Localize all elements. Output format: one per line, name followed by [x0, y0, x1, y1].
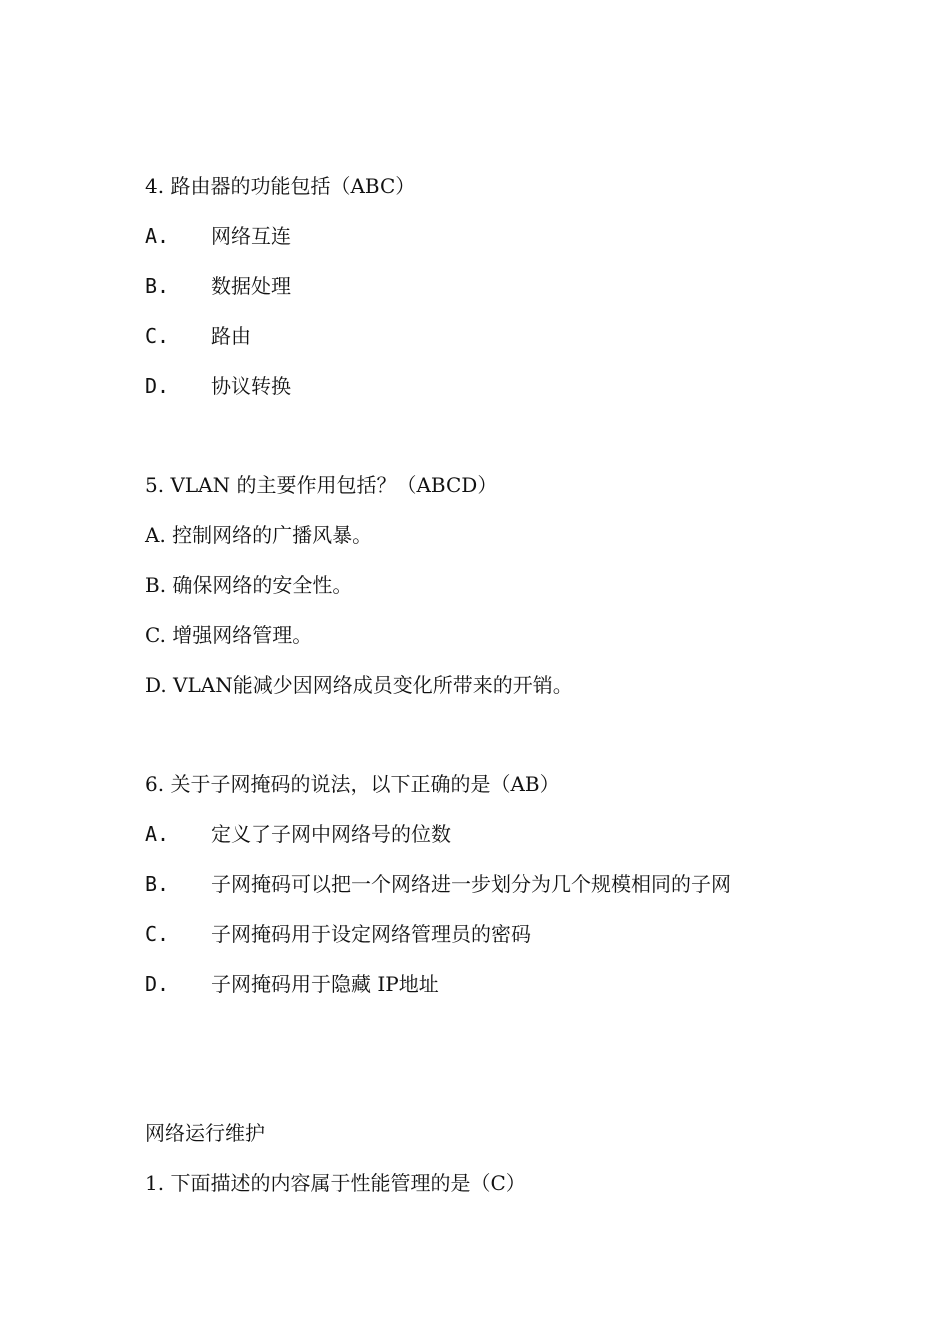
option-text: 定义了子网中网络号的位数 — [211, 822, 451, 846]
option-text: 子网掩码用于隐藏 IP地址 — [211, 972, 439, 996]
option-letter: C. — [145, 324, 170, 348]
option-text: 路由 — [211, 324, 251, 348]
option-text: 网络互连 — [211, 224, 291, 248]
option-letter: B. — [145, 274, 170, 298]
question-5-option-d: D. VLAN能减少因网络成员变化所带来的开销。 — [145, 673, 573, 697]
question-5-option-c: C. 增强网络管理。 — [145, 623, 313, 647]
question-6-option-b — [145, 870, 731, 898]
question-5-option-b: B. 确保网络的安全性。 — [145, 573, 353, 597]
question-5-option-a: A. 控制网络的广播风暴。 — [145, 523, 373, 547]
question-4-option-d — [145, 372, 291, 400]
question-4-option-c — [145, 322, 251, 350]
question-4-option-a — [145, 222, 291, 250]
section-question-1-stem: 1. 下面描述的内容属于性能管理的是（C） — [145, 1171, 526, 1195]
option-letter: D. — [145, 972, 170, 996]
question-4-stem: 4. 路由器的功能包括（ABC） — [145, 174, 416, 198]
question-4-option-b — [145, 272, 291, 300]
option-letter: C. — [145, 922, 170, 946]
question-6-option-d — [145, 970, 439, 998]
option-letter: A. — [145, 224, 170, 248]
option-text: 协议转换 — [211, 374, 291, 398]
option-text: 数据处理 — [211, 274, 291, 298]
question-5-stem: 5. VLAN 的主要作用包括？（ABCD） — [145, 473, 498, 497]
option-text: 子网掩码可以把一个网络进一步划分为几个规模相同的子网 — [211, 872, 731, 896]
option-letter: B. — [145, 872, 170, 896]
question-6-option-c — [145, 920, 531, 948]
section-heading: 网络运行维护 — [145, 1121, 265, 1145]
question-6-stem: 6. 关于子网掩码的说法，以下正确的是（AB） — [145, 772, 560, 796]
option-letter: A. — [145, 822, 170, 846]
option-text: 子网掩码用于设定网络管理员的密码 — [211, 922, 531, 946]
question-6-option-a — [145, 820, 451, 848]
option-letter: D. — [145, 374, 170, 398]
